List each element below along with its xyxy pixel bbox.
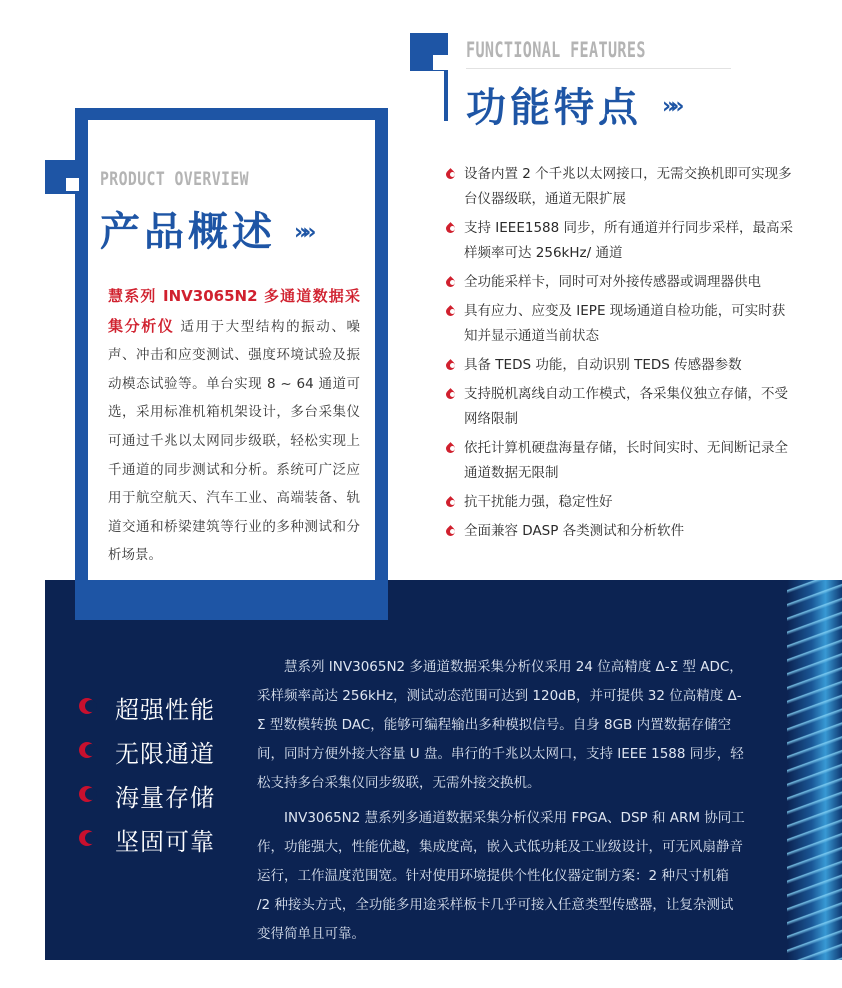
- list-item: [444, 353, 794, 378]
- overview-title: 产品概述: [100, 209, 276, 255]
- features-list: [444, 162, 794, 548]
- highlight-item: [75, 773, 265, 817]
- highlights-paragraph: INV3065N2 慧系列多通道数据采集分析仪采用 FPGA、DSP 和 ARM 协同工作，功能强大，性能优越，集成度高，嵌入式低功耗及工业级设计，可无风扇静音运行，工作温度范围宽。针对使用环境提供个性化仪器定制方案：2 种尺寸机箱 /2 种接头方式，全功能多用途采样板卡几乎可接入任意类型传感器，让复杂测试变得简单且可靠。: [257, 810, 745, 942]
- overview-title-en: PRODUCT OVERVIEW: [100, 168, 250, 190]
- highlight-list: [75, 685, 265, 861]
- highlight-label: 海量存储: [115, 783, 215, 812]
- crescent-bullet-icon: [75, 738, 101, 764]
- product-name-highlight: 慧系列 INV3065N2 多通道数据采集分析仪: [108, 287, 360, 335]
- highlight-item: [75, 685, 265, 729]
- leaf-bullet-icon: [444, 162, 464, 187]
- leaf-bullet-icon: [444, 299, 464, 324]
- double-chevron-icon: »»: [662, 94, 679, 119]
- leaf-bullet-icon: [444, 382, 464, 407]
- list-item: [444, 299, 794, 349]
- list-item: [444, 216, 794, 266]
- highlight-label: 无限通道: [115, 739, 215, 768]
- overview-text: [108, 282, 360, 570]
- feature-text: 全面兼容 DASP 各类测试和分析软件: [464, 523, 685, 539]
- feature-text: 支持 IEEE1588 同步，所有通道并行同步采样，最高采样频率可达 256kHz/ 通道: [464, 220, 794, 261]
- highlight-item: [75, 817, 265, 861]
- feature-text: 具有应力、应变及 IEPE 现场通道自检功能，可实时获知并显示通道当前状态: [464, 303, 786, 344]
- leaf-bullet-icon: [444, 270, 464, 295]
- list-item: [444, 519, 794, 544]
- feature-text: 抗干扰能力强，稳定性好: [464, 494, 613, 510]
- list-item: [444, 436, 794, 486]
- feature-text: 支持脱机离线自动工作模式，各采集仪独立存储，不受网络限制: [464, 386, 788, 427]
- highlight-label: 超强性能: [115, 695, 215, 724]
- overview-body: 适用于大型结构的振动、噪声、冲击和应变测试、强度环境试验及振动模态试验等。单台实现 8 ~ 64 通道可选，采用标准机箱机架设计，多台采集仪可通过千兆以太网同步级联，轻松实现上千通道的同步测试和分析。系统可广泛应用于航空航天、汽车工业、高端装备、轨道交通和桥梁建筑等行业的多种测试和分析场景。: [108, 318, 361, 564]
- decorative-light-streak: [787, 580, 842, 960]
- list-item: [444, 162, 794, 212]
- highlight-item: [75, 729, 265, 773]
- crescent-bullet-icon: [75, 694, 101, 720]
- crescent-bullet-icon: [75, 826, 101, 852]
- double-chevron-icon: »»: [294, 220, 311, 245]
- leaf-bullet-icon: [444, 490, 464, 515]
- feature-text: 具备 TEDS 功能，自动识别 TEDS 传感器参数: [464, 357, 742, 373]
- highlight-label: 坚固可靠: [115, 827, 215, 856]
- features-decor-square-inner: [433, 55, 448, 70]
- list-item: [444, 270, 794, 295]
- highlights-section: [45, 580, 842, 960]
- highlights-paragraph: 慧系列 INV3065N2 多通道数据采集分析仪采用 24 位高精度 Δ-Σ 型 ADC，采样频率高达 256kHz，测试动态范围可达到 120dB，并可提供 32 位高精度 Δ-Σ 型数模转换 DAC，能够可编程输出多种模拟信号。自身 8GB 内置数据存储空间，同时方便外接大容量 U 盘。串行的千兆以太网口，支持 IEEE 1588 同步，轻松支持多台采集仪同步级联，无需外接交换机。: [257, 659, 744, 791]
- leaf-bullet-icon: [444, 216, 464, 241]
- list-item: [444, 382, 794, 432]
- feature-text: 依托计算机硬盘海量存储，长时间实时、无间断记录全通道数据无限制: [464, 440, 788, 481]
- leaf-bullet-icon: [444, 353, 464, 378]
- features-title: 功能特点: [466, 85, 642, 131]
- leaf-bullet-icon: [444, 436, 464, 461]
- features-title-en: FUNCTIONAL FEATURES: [466, 38, 646, 62]
- leaf-bullet-icon: [444, 519, 464, 544]
- highlights-description: [257, 653, 745, 955]
- list-item: [444, 490, 794, 515]
- overview-decor-square-inner: [66, 178, 79, 191]
- crescent-bullet-icon: [75, 782, 101, 808]
- feature-text: 设备内置 2 个千兆以太网接口，无需交换机即可实现多台仪器级联，通道无限扩展: [464, 166, 792, 207]
- features-decor-line: [444, 71, 448, 121]
- feature-text: 全功能采样卡，同时可对外接传感器或调理器供电: [464, 274, 761, 290]
- features-title-rule: [466, 68, 731, 69]
